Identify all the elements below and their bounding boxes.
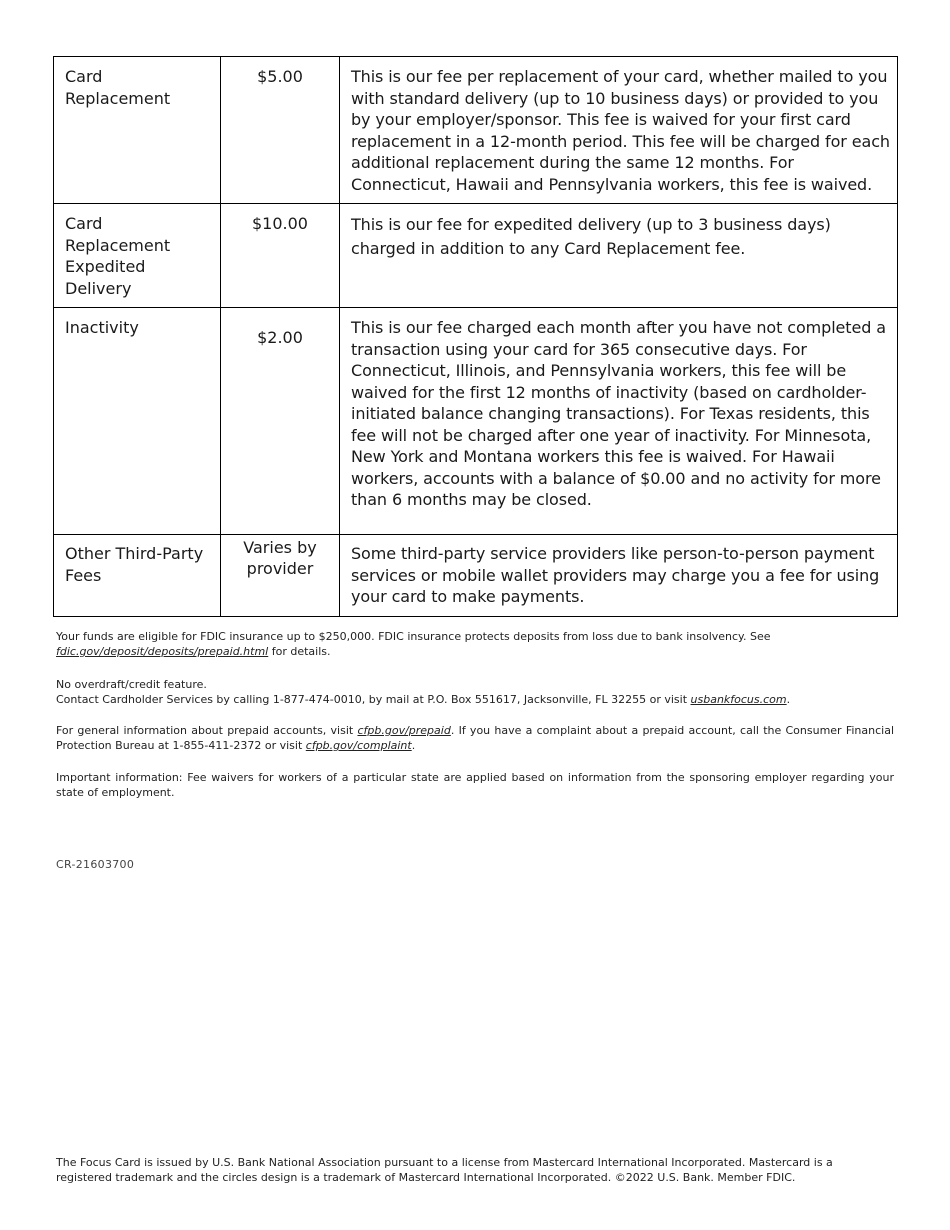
table-row [54, 308, 898, 535]
fee-name: Inactivity [54, 308, 221, 535]
fdic-link[interactable]: fdic.gov/deposit/deposits/prepaid.html [56, 645, 269, 658]
fee-description: Some third-party service providers like person-to-person payment services or mobile wallet providers may charge you a fee for using your card to make payments. [340, 535, 898, 617]
usbankfocus-link[interactable]: usbankfocus.com [690, 693, 787, 706]
contact-line [56, 692, 894, 707]
general-info-mid: . If you have a complaint about a prepaid account, call the Consumer Financial Protection Bureau at 1-855-411-2372 or visit [56, 724, 894, 752]
general-info-note [56, 723, 894, 753]
fee-name: Card Replacement Expedited Delivery [54, 204, 221, 308]
cfpb-complaint-link[interactable]: cfpb.gov/complaint [305, 739, 412, 752]
fee-name: Other Third-Party Fees [54, 535, 221, 617]
contact-note [56, 677, 894, 707]
fee-amount: $2.00 [221, 308, 340, 535]
contact-text: Contact Cardholder Services by calling 1-877-474-0010, by mail at P.O. Box 551617, Jacksonville, FL 32255 or visit [56, 693, 688, 706]
document-code: CR-21603700 [56, 858, 135, 871]
fee-description: This is our fee per replacement of your card, whether mailed to you with standard delivery (up to 10 business days) or provided to you by your employer/sponsor. This fee is waived for your first card replacement in a 12-month period. This fee will be charged for each additional replacement during the same 12 months. For Connecticut, Hawaii and Pennsylvania workers, this fee is waived. [340, 57, 898, 204]
important-note: Important information: Fee waivers for workers of a particular state are applied based on information from the sponsoring employer regarding your state of employment. [56, 771, 894, 799]
contact-tail: . [786, 693, 791, 706]
table-row [54, 57, 898, 204]
general-info-tail: . [411, 739, 416, 752]
fee-table [53, 56, 898, 617]
fdic-note-tail: for details. [271, 645, 331, 658]
fee-description: This is our fee charged each month after you have not completed a transaction using your card for 365 consecutive days. For Connecticut, Illinois, and Pennsylvania workers, this fee will be waived for the first 12 months of inactivity (based on cardholder-initiated balance changing transactions). For Texas residents, this fee will not be charged after one year of inactivity. For Minnesota, New York and Montana workers this fee is waived. For Hawaii workers, accounts with a balance of $0.00 and no activity for more than 6 months may be closed. [340, 308, 898, 535]
table-row [54, 535, 898, 617]
fee-amount: Varies by provider [221, 535, 340, 617]
fdic-note-text: Your funds are eligible for FDIC insurance up to $250,000. FDIC insurance protects deposits from loss due to bank insolvency. See [56, 630, 771, 643]
cfpb-prepaid-link[interactable]: cfpb.gov/prepaid [357, 724, 451, 737]
fee-name: Card Replacement [54, 57, 221, 204]
fdic-note [56, 629, 894, 659]
fee-amount: $5.00 [221, 57, 340, 204]
table-row [54, 204, 898, 308]
fee-amount: $10.00 [221, 204, 340, 308]
overdraft-note: No overdraft/credit feature. [56, 678, 207, 691]
footer-disclaimer: The Focus Card is issued by U.S. Bank National Association pursuant to a license from Mastercard International Incorporated. Mastercard is a registered trademark and the circles design is a trademark of Mastercard International Incorporated. ©2022 U.S. Bank. Member FDIC. [56, 1156, 833, 1184]
fee-description: This is our fee for expedited delivery (up to 3 business days) charged in addition to any Card Replacement fee. [340, 204, 898, 308]
general-info-text: For general information about prepaid accounts, visit [56, 724, 354, 737]
